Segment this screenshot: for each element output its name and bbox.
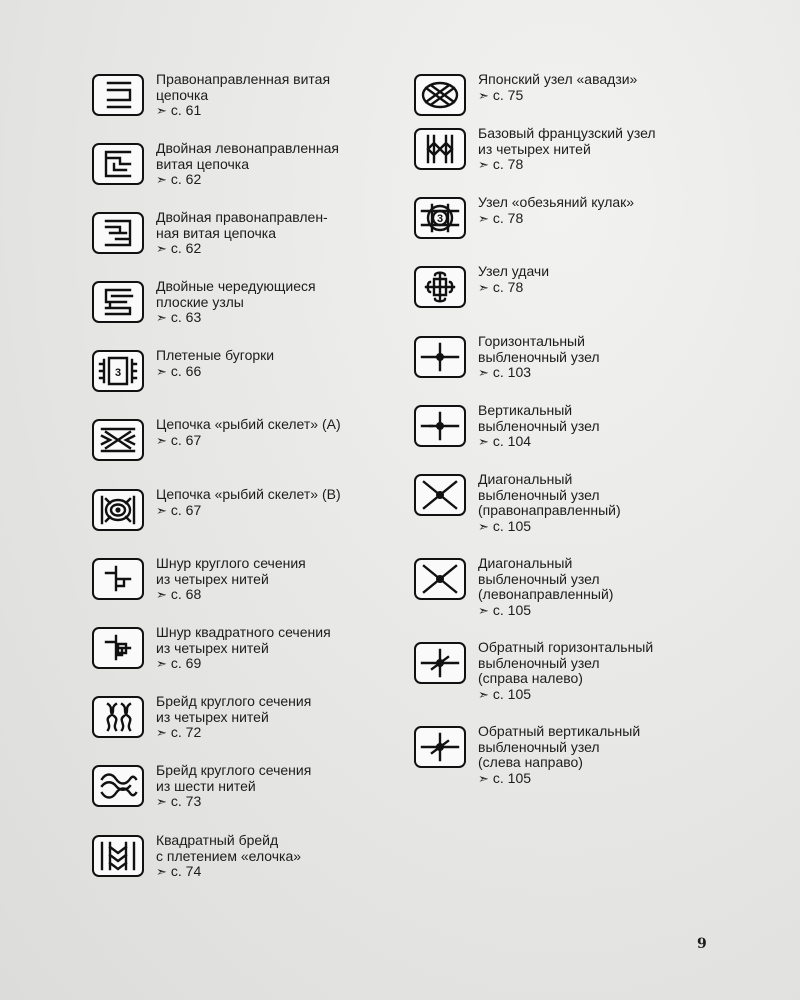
page-reference-number: с. 105	[492, 601, 532, 618]
entry-title-line: Диагональный	[478, 471, 573, 487]
entry-title-line: Квадратный брейд	[156, 832, 279, 848]
entry-title-line: Цепочка «рыбий скелет» (B)	[156, 486, 341, 502]
contents-entry[interactable]	[92, 487, 341, 531]
page-reference-number: с. 105	[492, 769, 532, 786]
page-reference[interactable]	[156, 433, 341, 449]
entry-title-line: Шнур квадратного сечения	[156, 624, 331, 640]
reverse-vertical-clove-hitch-icon	[414, 726, 466, 768]
entry-title-line: выбленочный узел	[478, 738, 600, 755]
entry-title-line: Двойная левонаправленная	[156, 140, 339, 156]
entry-title-line: плоские узлы	[156, 293, 244, 310]
page-reference[interactable]	[156, 794, 311, 810]
svg-text:3: 3	[114, 367, 122, 379]
entry-title-line: из четырех нитей	[478, 140, 591, 157]
svg-text:3: 3	[436, 213, 444, 225]
page-reference-number: с. 66	[170, 362, 202, 379]
contents-entry[interactable]	[92, 141, 339, 188]
arrow-icon: ➣	[478, 87, 489, 103]
entry-title-line: Узел удачи	[478, 263, 550, 279]
contents-entry[interactable]	[414, 264, 549, 308]
right-twist-chain-icon	[92, 74, 144, 116]
entry-title-line: (правонаправленный)	[478, 502, 621, 518]
horizontal-clove-hitch-icon	[414, 336, 466, 378]
arrow-icon: ➣	[478, 279, 489, 295]
arrow-icon: ➣	[478, 770, 489, 786]
entry-title-line: Брейд круглого сечения	[156, 762, 312, 778]
page-reference[interactable]	[156, 864, 301, 880]
japanese-awaji-knot-icon	[414, 74, 466, 116]
entry-title-line: выбленочный узел	[478, 654, 600, 671]
vertical-clove-hitch-icon	[414, 405, 466, 447]
entry-text	[156, 487, 341, 518]
entry-title-line: из четырех нитей	[156, 570, 269, 587]
entry-title-line: Двойная правонаправлен-	[156, 209, 328, 225]
contents-entry[interactable]	[92, 417, 341, 461]
entry-title-line: из четырех нитей	[156, 639, 269, 656]
page-reference[interactable]	[478, 365, 600, 381]
good-luck-knot-icon	[414, 266, 466, 308]
page-reference[interactable]	[478, 280, 549, 296]
diagonal-clove-hitch-left-icon	[414, 558, 466, 600]
page-reference[interactable]	[156, 725, 311, 741]
contents-entry[interactable]	[92, 556, 306, 603]
arrow-icon: ➣	[156, 172, 167, 187]
entry-title-line: (справа налево)	[478, 670, 583, 686]
page-reference[interactable]	[156, 364, 274, 380]
page-reference-number: с. 61	[170, 102, 202, 118]
entry-title-line: Обратный вертикальный	[478, 723, 641, 739]
reverse-horizontal-clove-hitch-icon	[414, 642, 466, 684]
page-reference-number: с. 74	[170, 863, 202, 879]
entry-text	[156, 833, 301, 880]
contents-entry[interactable]	[92, 210, 328, 257]
contents-entry[interactable]	[92, 833, 301, 880]
entry-text	[478, 556, 613, 618]
page-reference[interactable]	[156, 172, 339, 188]
entry-title-line: (слева направо)	[478, 754, 583, 770]
arrow-icon: ➣	[156, 432, 167, 448]
entry-title-line: Японский узел «авадзи»	[478, 71, 638, 87]
page-reference[interactable]	[156, 103, 330, 119]
page-reference-number: с. 73	[170, 793, 202, 809]
entry-text	[156, 279, 316, 326]
entry-title-line: Брейд круглого сечения	[156, 693, 312, 709]
arrow-icon: ➣	[156, 794, 167, 809]
page-reference-number: с. 62	[170, 240, 202, 256]
entry-title-line: выбленочный узел	[478, 348, 600, 365]
contents-entry[interactable]	[414, 403, 600, 450]
page-reference[interactable]	[478, 519, 621, 535]
entry-text	[478, 640, 653, 702]
double-left-twist-chain-icon	[92, 143, 144, 185]
entry-title-line: из шести нитей	[156, 777, 256, 794]
entry-text	[478, 334, 600, 381]
entry-text	[156, 417, 341, 448]
page-reference-number: с. 63	[170, 309, 202, 325]
contents-entry[interactable]	[92, 72, 330, 119]
page-reference[interactable]	[478, 434, 600, 450]
page-reference-number: с. 103	[492, 364, 532, 380]
page-reference[interactable]	[478, 603, 613, 619]
contents-entry[interactable]	[414, 126, 656, 173]
arrow-icon: ➣	[156, 587, 167, 602]
entry-title-line: выбленочный узел	[478, 570, 600, 587]
page-reference[interactable]	[478, 157, 656, 173]
fishbone-chain-b-icon	[92, 489, 144, 531]
arrow-icon: ➣	[156, 656, 167, 671]
arrow-icon: ➣	[478, 157, 489, 172]
arrow-icon: ➣	[156, 363, 167, 379]
contents-entry[interactable]	[92, 625, 331, 672]
round-braid-four-strands-icon	[92, 696, 144, 738]
entry-title-line: Шнур круглого сечения	[156, 555, 306, 571]
arrow-icon: ➣	[156, 241, 167, 256]
entry-text	[156, 694, 311, 741]
page-reference[interactable]	[156, 310, 316, 326]
entry-title-line: Вертикальный	[478, 402, 573, 418]
page-reference-number: с. 72	[170, 724, 202, 740]
page-reference[interactable]	[478, 771, 640, 787]
entry-title-line: (левонаправленный)	[478, 586, 614, 602]
entry-text	[478, 126, 656, 173]
entry-title-line: Базовый французский узел	[478, 125, 656, 141]
fishbone-chain-a-icon	[92, 419, 144, 461]
double-right-twist-chain-icon	[92, 212, 144, 254]
entry-title-line: Цепочка «рыбий скелет» (A)	[156, 416, 341, 432]
page-reference[interactable]	[156, 503, 341, 519]
entry-title-line: Правонаправленная витая	[156, 71, 331, 87]
page-reference[interactable]	[478, 88, 637, 104]
entry-text	[156, 763, 311, 810]
page-reference-number: с. 69	[170, 655, 202, 671]
arrow-icon: ➣	[478, 518, 489, 534]
diagonal-clove-hitch-right-icon	[414, 474, 466, 516]
entry-text	[156, 348, 274, 379]
page-reference-number: с. 105	[492, 685, 532, 702]
entry-title-line: Обратный горизонтальный	[478, 639, 654, 655]
entry-text	[478, 403, 600, 450]
arrow-icon: ➣	[156, 502, 167, 518]
page-reference[interactable]	[156, 241, 328, 257]
contents-entry[interactable]	[92, 694, 311, 741]
page-reference[interactable]	[478, 211, 634, 227]
arrow-icon: ➣	[478, 686, 489, 702]
woven-bumps-icon	[92, 350, 144, 392]
entry-text	[156, 625, 331, 672]
contents-entry[interactable]	[92, 279, 316, 326]
entry-text	[156, 72, 330, 119]
arrow-icon: ➣	[156, 103, 167, 118]
double-alternating-flat-knots-icon	[92, 281, 144, 323]
entry-title-line: ная витая цепочка	[156, 224, 276, 241]
entry-title-line: выбленочный узел	[478, 417, 600, 434]
monkey-fist-knot-icon	[414, 197, 466, 239]
contents-entry[interactable]	[414, 195, 634, 239]
herringbone-square-braid-icon	[92, 835, 144, 877]
round-cord-four-strands-icon	[92, 558, 144, 600]
entry-text	[478, 195, 634, 226]
page-reference[interactable]	[478, 687, 653, 703]
page-reference-number: с. 105	[492, 517, 532, 534]
entry-text	[478, 724, 640, 786]
basic-french-knot-icon	[414, 128, 466, 170]
arrow-icon: ➣	[156, 310, 167, 325]
contents-entry[interactable]	[414, 334, 600, 381]
page-reference-number: с. 68	[170, 586, 202, 602]
entry-text	[478, 72, 637, 103]
page-reference-number: с. 75	[492, 86, 524, 103]
contents-entry[interactable]	[92, 348, 274, 392]
contents-entry[interactable]	[414, 640, 653, 702]
entry-text	[478, 264, 549, 295]
page-number: 9	[697, 936, 707, 952]
entry-title-line: Узел «обезьяний кулак»	[478, 194, 635, 210]
page-reference-number: с. 78	[492, 278, 524, 295]
contents-entry[interactable]	[92, 763, 311, 810]
entry-title-line: из четырех нитей	[156, 708, 269, 725]
contents-entry[interactable]	[414, 72, 637, 116]
page-reference[interactable]	[156, 656, 331, 672]
round-braid-six-strands-icon	[92, 765, 144, 807]
page-reference-number: с. 104	[492, 433, 532, 449]
entry-title-line: цепочка	[156, 86, 209, 103]
page-reference-number: с. 67	[170, 431, 202, 448]
entry-title-line: витая цепочка	[156, 155, 249, 172]
entry-title-line: Горизонтальный	[478, 333, 585, 349]
entry-title-line: Двойные чередующиеся	[156, 278, 316, 294]
page-reference[interactable]	[156, 587, 306, 603]
arrow-icon: ➣	[478, 365, 489, 380]
entry-title-line: Диагональный	[478, 555, 573, 571]
arrow-icon: ➣	[156, 864, 167, 879]
square-cord-four-strands-icon	[92, 627, 144, 669]
arrow-icon: ➣	[156, 725, 167, 740]
page-reference-number: с. 67	[170, 501, 202, 518]
entry-title-line: выбленочный узел	[478, 486, 600, 503]
entry-text	[156, 141, 339, 188]
entry-text	[478, 472, 621, 534]
entry-text	[156, 556, 306, 603]
entry-title-line: Плетеные бугорки	[156, 347, 275, 363]
arrow-icon: ➣	[478, 602, 489, 618]
arrow-icon: ➣	[478, 210, 489, 226]
page-reference-number: с. 78	[492, 209, 524, 226]
arrow-icon: ➣	[478, 434, 489, 449]
entry-title-line: с плетением «елочка»	[156, 847, 302, 864]
contents-entry[interactable]	[414, 556, 613, 618]
page-reference-number: с. 78	[492, 156, 524, 172]
page-reference-number: с. 62	[170, 171, 202, 187]
contents-entry[interactable]	[414, 472, 621, 534]
entry-text	[156, 210, 328, 257]
contents-entry[interactable]	[414, 724, 640, 786]
